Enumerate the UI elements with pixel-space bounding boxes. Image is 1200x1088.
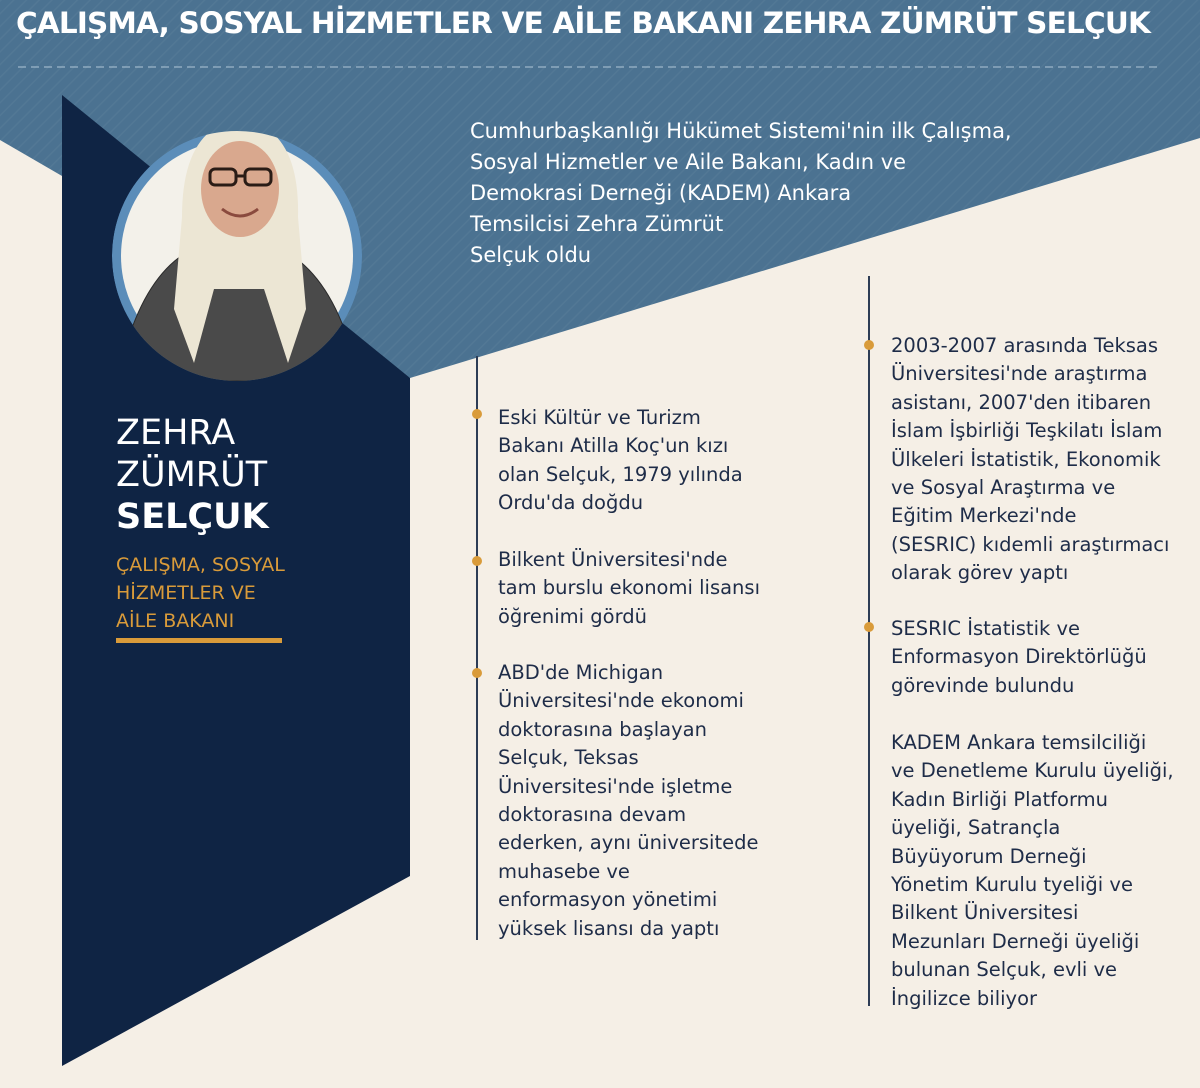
role-line-1: ÇALIŞMA, SOSYAL [116,554,285,576]
timeline-left-line [476,356,478,940]
name-middle: ZÜMRÜT [116,455,268,495]
intro-text: Cumhurbaşkanlığı Hükümet Sistemi'nin ilk Çalışma, Sosyal Hizmetler ve Aile Bakanı, Kadın ve Demokrasi Derneği (KADEM) Ankara Temsilcisi Zehra Zümrüt Selçuk oldu [470,119,1012,267]
timeline-bullet [472,668,482,678]
timeline-item: 2003-2007 arasında Teksas Üniversitesi'nde araştırma asistanı, 2007'den itibaren İslam İşbirliği Teşkilatı İslam Ülkeleri İstatistik, Ekonomik ve Sosyal Araştırma ve Eğitim Merkezi'nde (SESRIC) kıdemli araştırmacı olarak görev yaptı [891,334,1170,585]
timeline-bullet [864,622,874,632]
page-title: ÇALIŞMA, SOSYAL HİZMETLER VE AİLE BAKANI ZEHRA ZÜMRÜT SELÇUK [16,6,1151,40]
timeline-item: Eski Kültür ve Turizm Bakanı Atilla Koç'un kızı olan Selçuk, 1979 yılında Ordu'da doğdu [498,406,743,515]
role-underline [116,638,282,643]
profile-name [116,412,269,538]
timeline-item: Bilkent Üniversitesi'nde tam burslu ekonomi lisansı öğrenimi gördü [498,548,760,628]
timeline-right-line [868,276,870,1006]
profile-role [116,551,285,635]
timeline-item: SESRIC İstatistik ve Enformasyon Direktörlüğü görevinde bulundu [891,617,1147,697]
timeline-bullet [864,340,874,350]
role-line-3: AİLE BAKANI [116,610,235,632]
timeline-bullet [472,409,482,419]
timeline-bullet [472,556,482,566]
portrait-image [112,131,362,381]
timeline-item: ABD'de Michigan Üniversitesi'nde ekonomi doktorasına başlayan Selçuk, Teksas Üniversitesi'nde işletme doktorasına devam ederken, aynı üniversitede muhasebe ve enformasyon yönetimi yüksek lisansı da yaptı [498,661,759,940]
role-line-2: HİZMETLER VE [116,582,256,604]
name-surname: SELÇUK [116,497,269,537]
profile-photo [112,131,362,381]
name-first: ZEHRA [116,413,236,453]
timeline-item: KADEM Ankara temsilciliği ve Denetleme Kurulu üyeliği, Kadın Birliği Platformu üyeliği, Satrançla Büyüyorum Derneği Yönetim Kurulu tyeliği ve Bilkent Üniversitesi Mezunları Derneği üyeliği bulunan Selçuk, evli ve İngilizce biliyor [891,731,1174,1010]
